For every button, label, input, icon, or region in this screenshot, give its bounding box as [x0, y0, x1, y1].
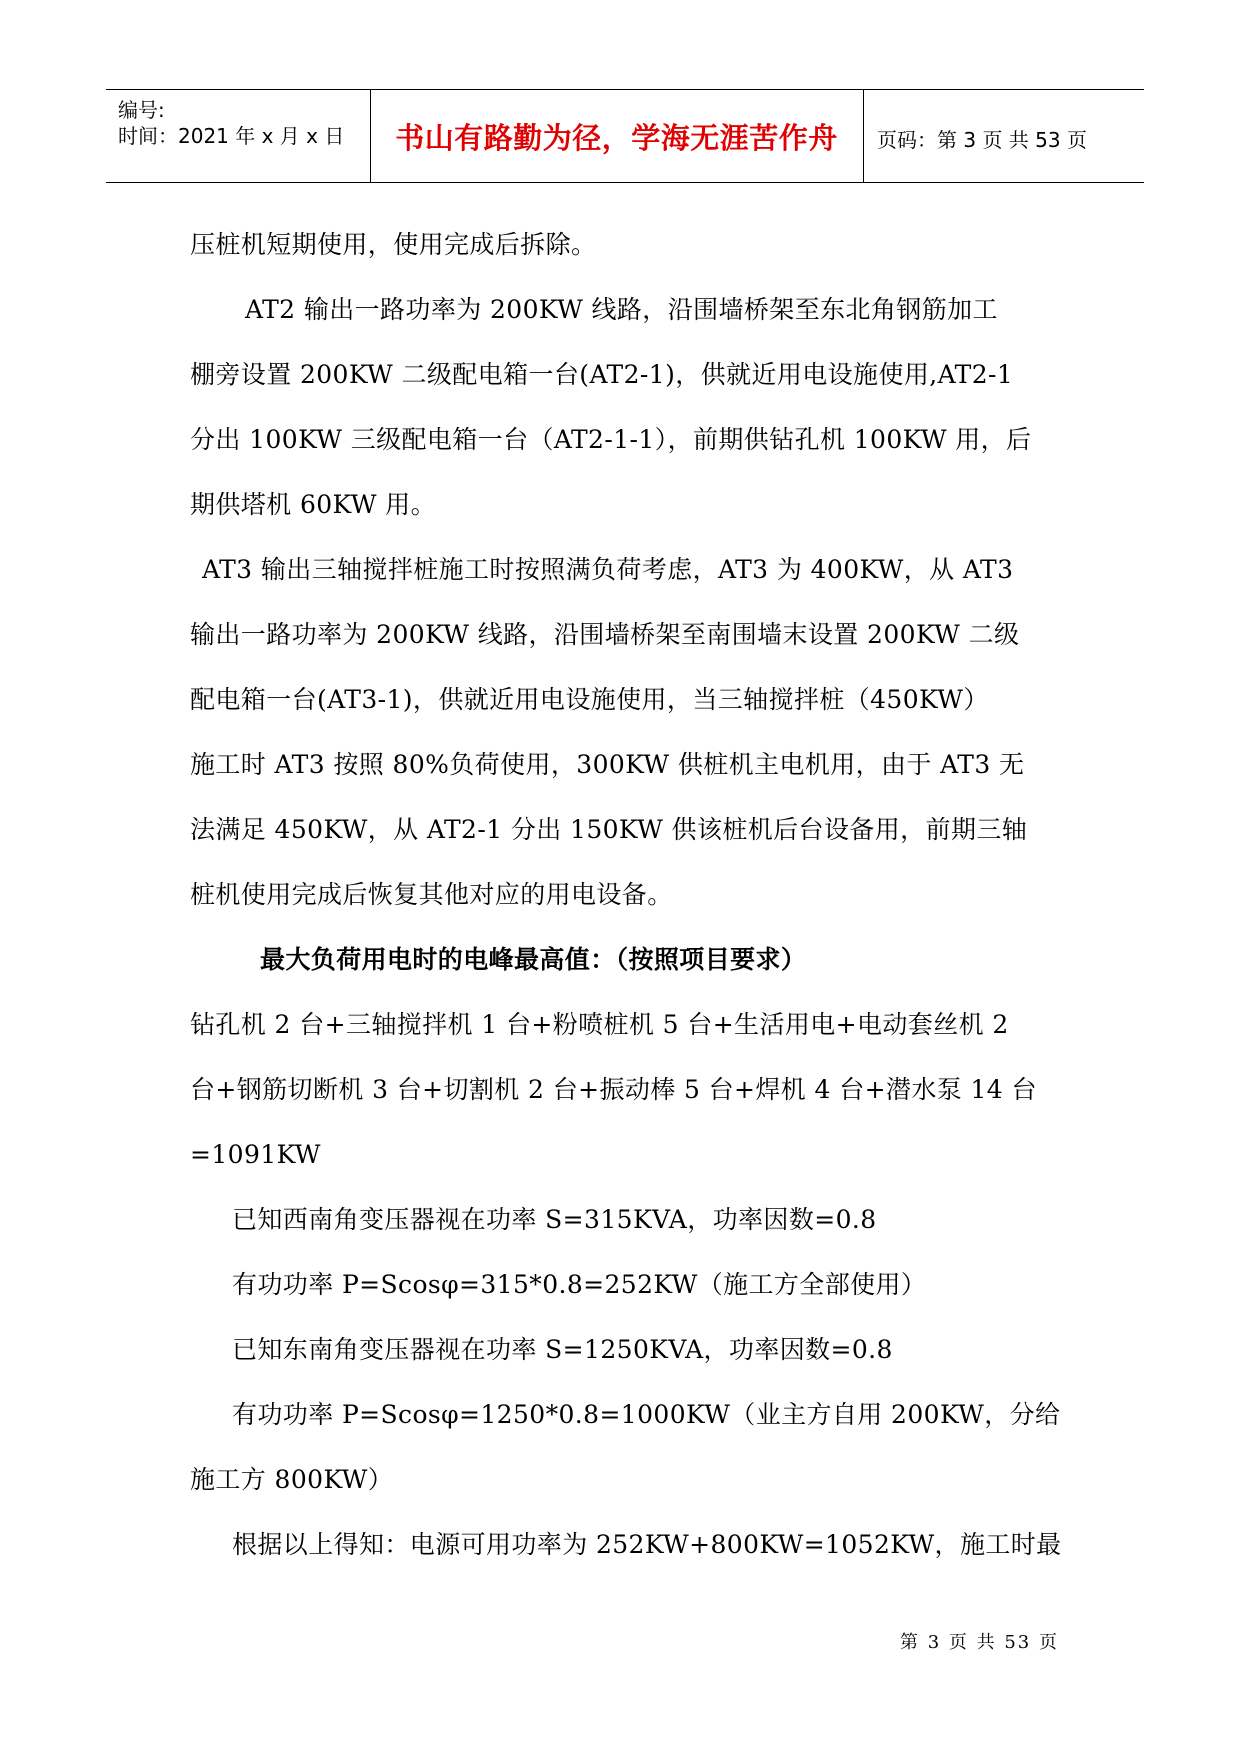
- body-line: 法满足 450KW，从 AT2-1 分出 150KW 供该桩机后台设备用，前期三轴: [190, 815, 1028, 844]
- header-page-number: 页码：第 3 页 共 53 页: [877, 128, 1087, 152]
- body-line: 已知西南角变压器视在功率 S=315KVA，功率因数=0.8: [232, 1205, 877, 1234]
- body-line: 分出 100KW 三级配电箱一台（AT2-1-1），前期供钻孔机 100KW 用，后: [190, 425, 1032, 454]
- body-line: AT3 输出三轴搅拌桩施工时按照满负荷考虑，AT3 为 400KW，从 AT3: [202, 555, 1014, 584]
- header-motto-cell: [370, 90, 864, 182]
- body-line: 桩机使用完成后恢复其他对应的用电设备。: [190, 880, 673, 909]
- section-heading: 最大负荷用电时的电峰最高值：（按照项目要求）: [260, 945, 807, 974]
- body-line: AT2 输出一路功率为 200KW 线路，沿围墙桥架至东北角钢筋加工: [245, 295, 998, 324]
- body-line: 施工时 AT3 按照 80%负荷使用，300KW 供桩机主电机用，由于 AT3 无: [190, 750, 1025, 779]
- body-line: 压桩机短期使用，使用完成后拆除。: [190, 230, 597, 259]
- body-line: 棚旁设置 200KW 二级配电箱一台(AT2-1)，供就近用电设施使用,AT2-1: [190, 360, 1014, 389]
- body-line: 已知东南角变压器视在功率 S=1250KVA，功率因数=0.8: [232, 1335, 893, 1364]
- page-footer-number: 第 3 页 共 53 页: [900, 1632, 1059, 1653]
- header-info-cell: [106, 90, 371, 182]
- body-line: 输出一路功率为 200KW 线路，沿围墙桥架至南围墙末设置 200KW 二级: [190, 620, 1020, 649]
- body-line: 配电箱一台(AT3-1)，供就近用电设施使用，当三轴搅拌桩（450KW）: [190, 685, 989, 714]
- document-time-label: 时间：2021 年 x 月 x 日: [118, 124, 345, 148]
- document-number-label: 编号:: [118, 98, 165, 122]
- page-header: [106, 89, 1144, 183]
- body-line: 有功功率 P=Scosφ=315*0.8=252KW（施工方全部使用）: [232, 1270, 927, 1299]
- header-page-cell: [863, 90, 1144, 182]
- body-line: 施工方 800KW）: [190, 1465, 394, 1494]
- header-motto: 书山有路勤为径，学海无涯苦作舟: [395, 121, 838, 155]
- body-line: 台+钢筋切断机 3 台+切割机 2 台+振动棒 5 台+焊机 4 台+潜水泵 14 台: [190, 1075, 1037, 1104]
- body-line: 有功功率 P=Scosφ=1250*0.8=1000KW（业主方自用 200KW，分给: [232, 1400, 1061, 1429]
- body-line: =1091KW: [190, 1140, 321, 1169]
- body-line: 期供塔机 60KW 用。: [190, 490, 436, 519]
- body-line: 根据以上得知：电源可用功率为 252KW+800KW=1052KW，施工时最: [232, 1530, 1062, 1559]
- body-line: 钻孔机 2 台+三轴搅拌机 1 台+粉喷桩机 5 台+生活用电+电动套丝机 2: [190, 1010, 1009, 1039]
